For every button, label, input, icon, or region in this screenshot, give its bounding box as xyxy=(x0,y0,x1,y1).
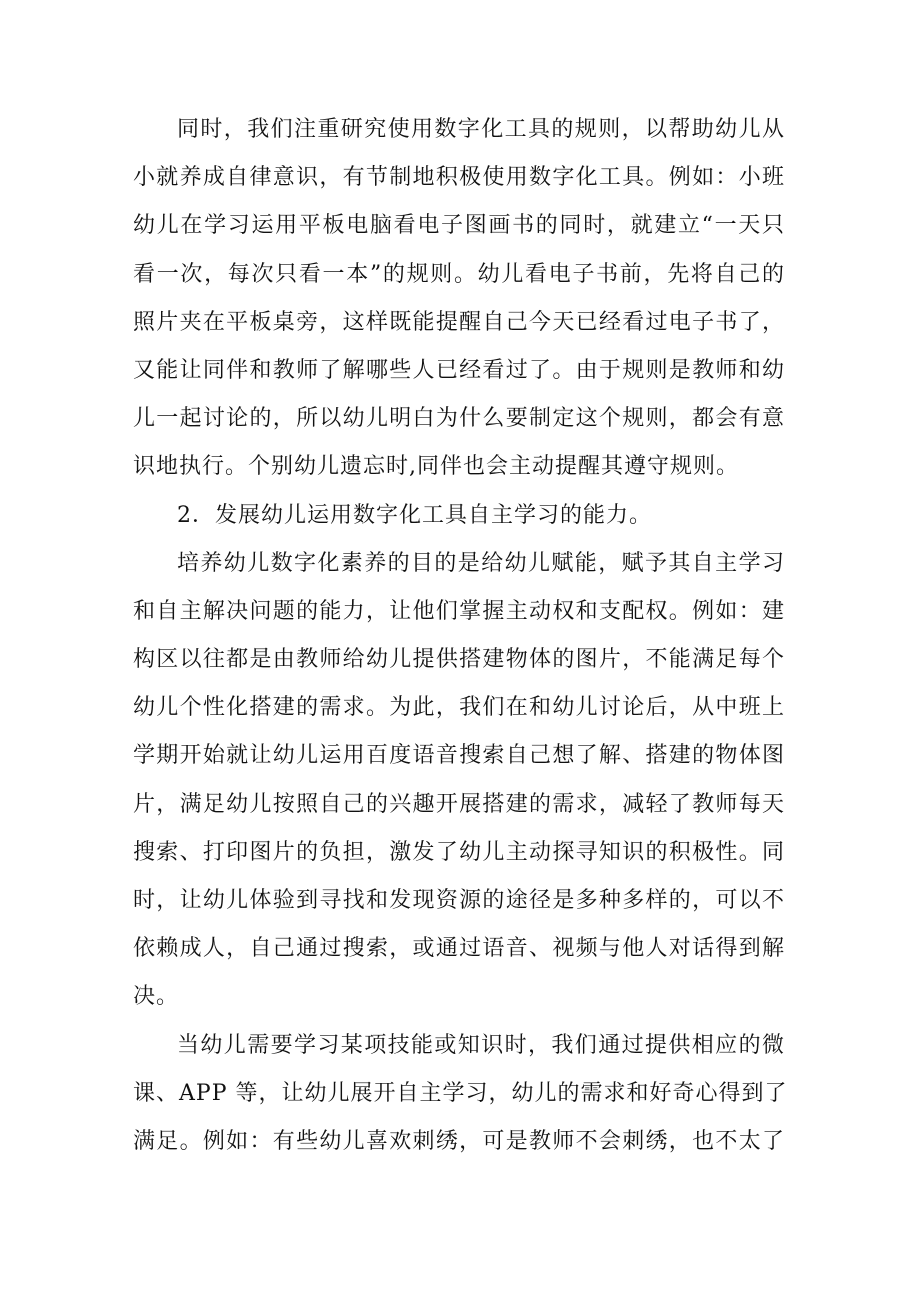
text-line: 照片夹在平板桌旁，这样既能提醒自己今天已经看过电子书了， xyxy=(133,309,785,335)
text-line: 看一次，每次只看一本”的规则。幼儿看电子书前，先将自己的 xyxy=(133,261,785,287)
text-line: 儿一起讨论的，所以幼儿明白为什么要制定这个规则，都会有意 xyxy=(133,406,785,432)
paragraph-digital-tool-rules xyxy=(133,114,785,500)
text-line: 幼儿个性化搭建的需求。为此，我们在和幼儿讨论后，从中班上 xyxy=(133,695,785,721)
text-line: 片，满足幼儿按照自己的兴趣开展搭建的需求，减轻了教师每天 xyxy=(133,791,785,817)
document-page xyxy=(133,114,788,1174)
heading-text: 2．发展幼儿运用数字化工具自主学习的能力。 xyxy=(177,502,652,528)
text-line: 时，让幼儿体验到寻找和发现资源的途径是多种多样的，可以不 xyxy=(133,888,785,913)
text-line: 决。 xyxy=(133,984,180,1010)
text-line: 搜索、打印图片的负担，激发了幼儿主动探寻知识的积极性。同 xyxy=(133,839,785,865)
section-heading xyxy=(133,500,785,548)
text-line: 依赖成人，自己通过搜索，或通过语音、视频与他人对话得到解 xyxy=(133,936,785,962)
text-line: 当幼儿需要学习某项技能或知识时，我们通过提供相应的微 xyxy=(177,1032,785,1058)
text-line: 幼儿在学习运用平板电脑看电子图画书的同时，就建立“一天只 xyxy=(133,213,785,239)
text-line: 满足。例如：有些幼儿喜欢刺绣，可是教师不会刺绣，也不太了 xyxy=(133,1128,785,1154)
text-line: 又能让同伴和教师了解哪些人已经看过了。由于规则是教师和幼 xyxy=(133,357,785,383)
text-line: 学期开始就让幼儿运用百度语音搜索自己想了解、搭建的物体图 xyxy=(133,743,785,769)
text-line: 识地执行。个别幼儿遗忘时,同伴也会主动提醒其遵守规则。 xyxy=(133,454,739,480)
text-line: 小就养成自律意识，有节制地积极使用数字化工具。例如：小班 xyxy=(133,165,785,191)
paragraph-self-learning xyxy=(133,548,785,1030)
paragraph-micro-lessons xyxy=(133,1030,788,1175)
text-line: 培养幼儿数字化素养的目的是给幼儿赋能，赋予其自主学习 xyxy=(177,550,785,576)
text-line: 和自主解决问题的能力，让他们掌握主动权和支配权。例如：建 xyxy=(133,598,785,624)
text-line: 课、APP 等，让幼儿展开自主学习，幼儿的需求和好奇心得到了 xyxy=(133,1080,788,1106)
text-line: 构区以往都是由教师给幼儿提供搭建物体的图片，不能满足每个 xyxy=(133,647,785,673)
text-line: 同时，我们注重研究使用数字化工具的规则，以帮助幼儿从 xyxy=(177,117,785,142)
